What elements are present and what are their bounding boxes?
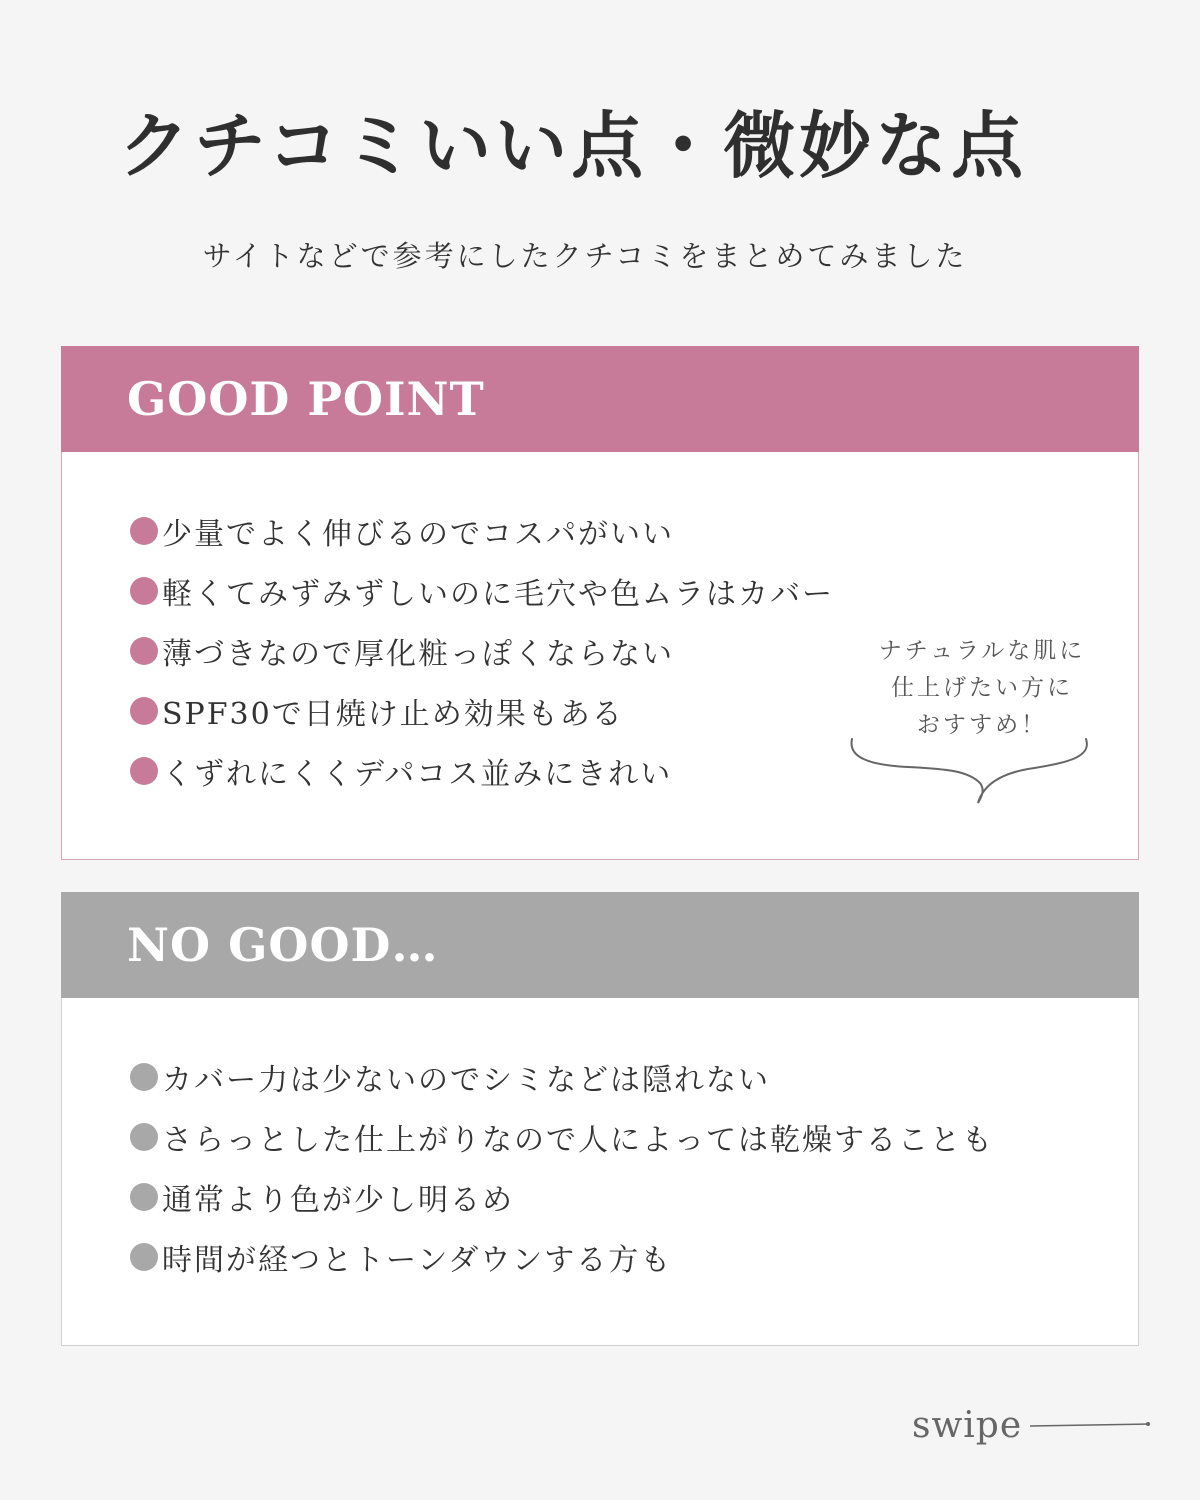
good-point-item [130, 501, 834, 561]
gray-bullet-icon [130, 1243, 158, 1271]
good-point-item [130, 681, 834, 741]
pink-bullet-icon [130, 577, 158, 605]
swipe-arrow-icon[interactable] [1030, 1418, 1152, 1434]
recommend-note [852, 633, 1112, 744]
gray-bullet-icon [130, 1063, 158, 1091]
pink-bullet-icon [130, 757, 158, 785]
no-good-heading: NO GOOD… [61, 892, 1139, 998]
no-good-item [130, 1167, 994, 1227]
no-good-text: カバー力は少ないのでシミなどは隠れない [162, 1063, 770, 1098]
pink-bullet-icon [130, 697, 158, 725]
page-title: クチコミいい点・微妙な点 [118, 103, 1028, 188]
swipe-label[interactable]: swipe [912, 1405, 1023, 1446]
speech-swoosh-icon [848, 737, 1092, 807]
gray-bullet-icon [130, 1183, 158, 1211]
no-good-list [130, 1047, 994, 1287]
good-point-text: SPF30で日焼け止め効果もある [162, 697, 624, 732]
gray-bullet-icon [130, 1123, 158, 1151]
no-good-item [130, 1227, 994, 1287]
good-point-text: 少量でよく伸びるのでコスパがいい [162, 517, 674, 552]
recommend-note-line: おすすめ！ [916, 712, 1048, 738]
good-point-panel [61, 346, 1139, 860]
pink-bullet-icon [130, 517, 158, 545]
recommend-note-line: ナチュラルな肌に [878, 638, 1086, 664]
page-subtitle: サイトなどで参考にしたクチコミをまとめてみました [202, 239, 968, 273]
good-point-text: 軽くてみずみずしいのに毛穴や色ムラはカバー [162, 577, 834, 612]
good-point-text: くずれにくくデパコス並みにきれい [162, 757, 673, 792]
good-point-item [130, 741, 834, 801]
good-point-list [130, 501, 834, 801]
no-good-item [130, 1107, 994, 1167]
no-good-text: 時間が経つとトーンダウンする方も [162, 1243, 673, 1278]
good-point-text: 薄づきなので厚化粧っぽくならない [162, 637, 674, 672]
no-good-panel [61, 892, 1139, 1346]
pink-bullet-icon [130, 637, 158, 665]
no-good-item [130, 1047, 994, 1107]
no-good-text: さらっとした仕上がりなので人によっては乾燥することも [162, 1123, 994, 1158]
recommend-note-line: 仕上げたい方に [891, 675, 1073, 701]
good-point-heading: GOOD POINT [61, 346, 1139, 452]
good-point-item [130, 621, 834, 681]
good-point-item [130, 561, 834, 621]
no-good-text: 通常より色が少し明るめ [162, 1183, 514, 1218]
